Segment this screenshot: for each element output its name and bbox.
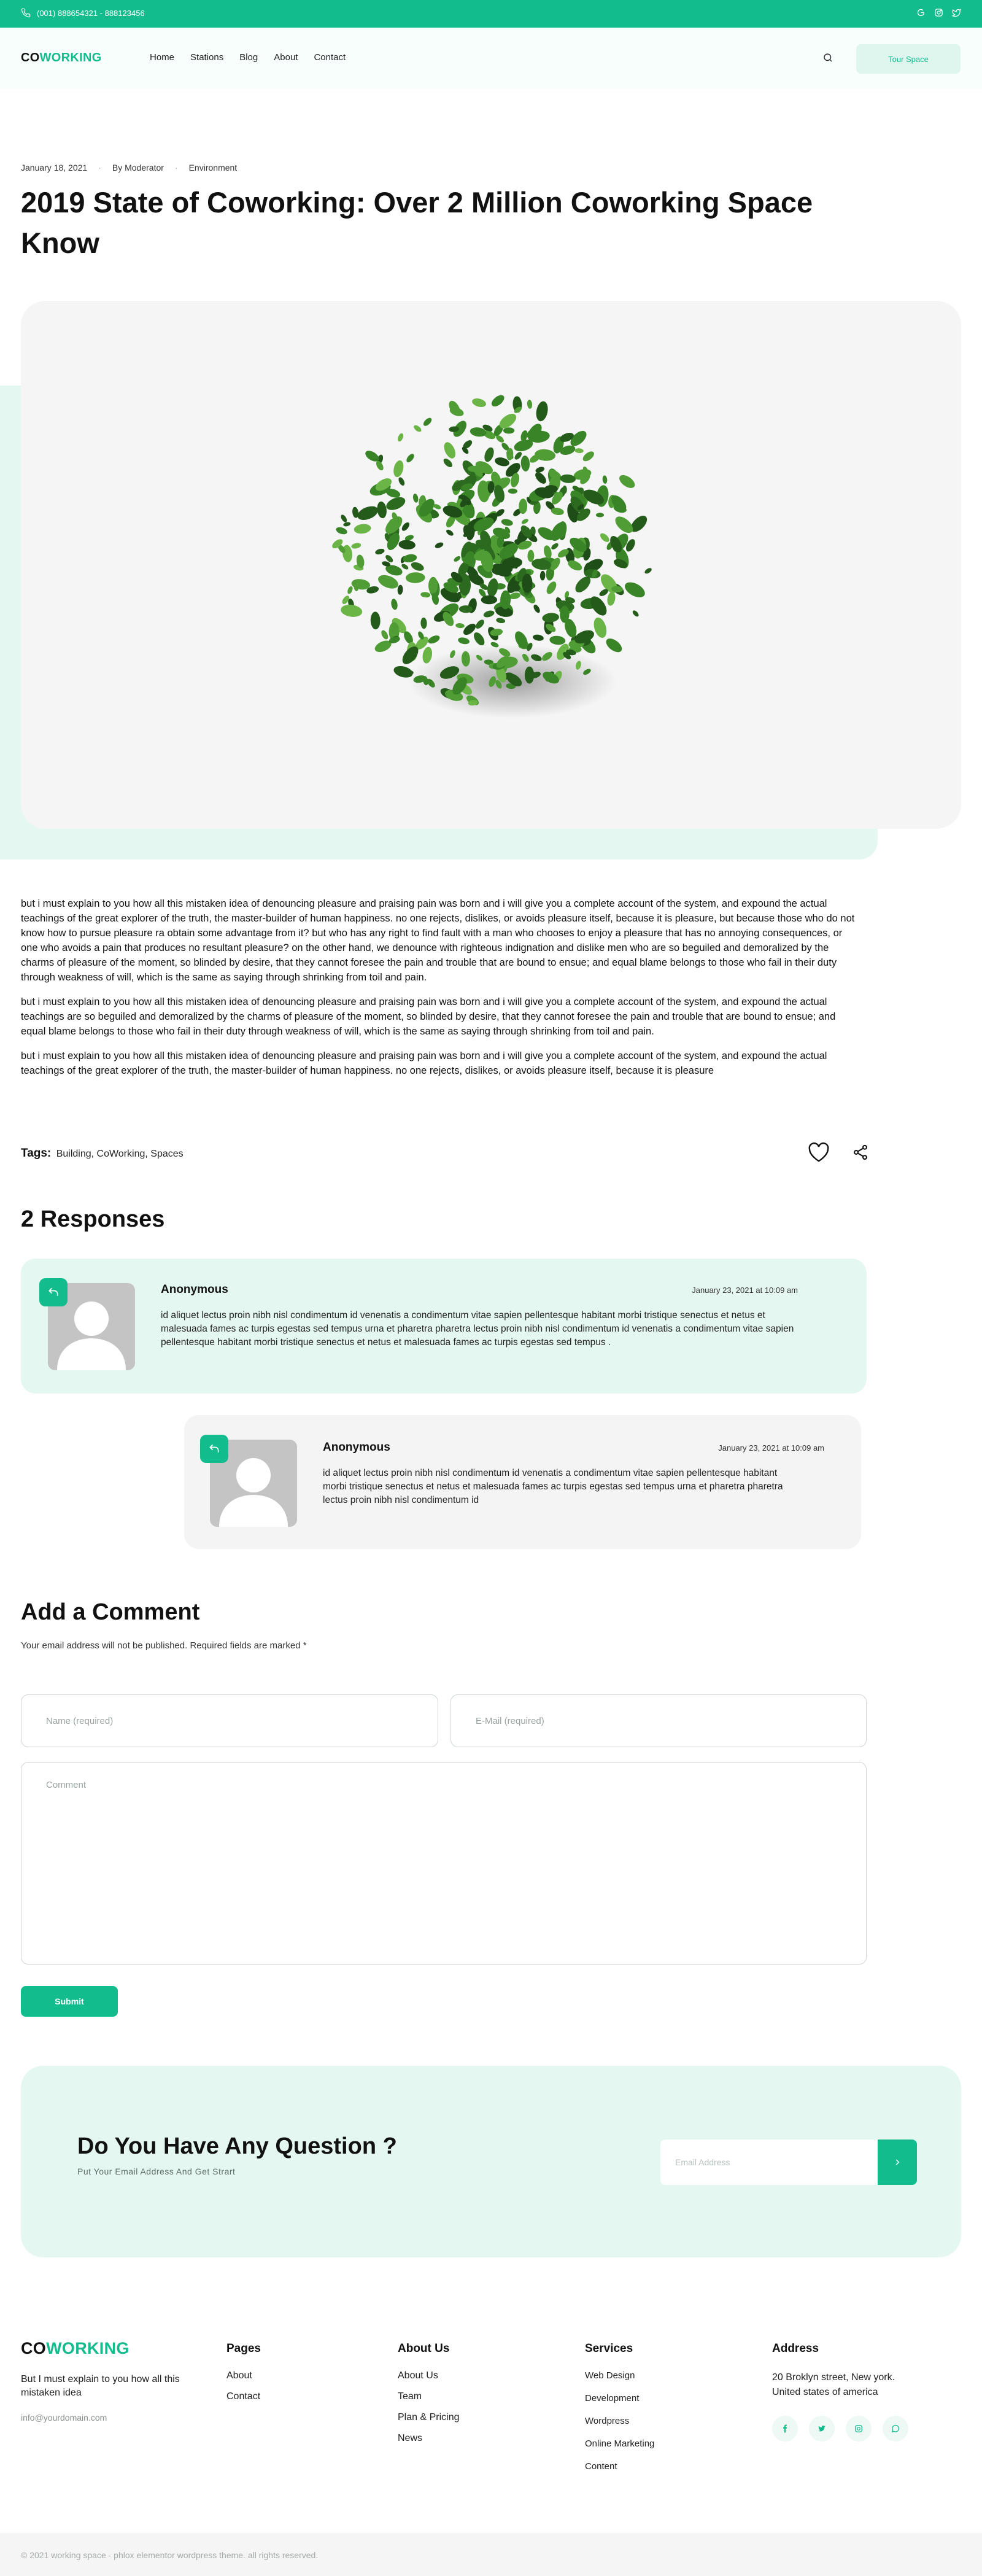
plant-leaf [501, 518, 514, 527]
comment-text: id aliquet lectus proin nibh nisl condimentum id venenatis a condimentum vitae sapien pellentesque habitant morbi tristique senectus et netus et malesuada fames ac turpis egestas sed tempus urna et pharetra pharetra lectus proin nibh nisl condimentum id venenatis a condimentum vitae sapien pellentesque habitant morbi tristique senectus et netus et malesuada fames ac turpis egestas sed tempus . [161, 1310, 794, 1348]
add-comment-title: Add a Comment [21, 1599, 200, 1625]
footer-link[interactable]: Content [585, 2461, 617, 2472]
plant-leaf [398, 540, 416, 551]
chevron-right-icon [893, 2158, 902, 2167]
footer-link[interactable]: Contact [226, 2391, 261, 2402]
newsletter-email-input[interactable] [660, 2140, 878, 2185]
copyright-text: © 2021 working space - phlox elementor wordpress theme. all rights reserved. [21, 2550, 319, 2560]
plant-leaf [508, 489, 518, 494]
footer-logo-working: WORKING [46, 2339, 130, 2357]
plant-leaf [340, 603, 363, 618]
plant-leaf [442, 440, 458, 460]
plant-leaf [520, 456, 530, 472]
plant-leaf [412, 493, 419, 503]
plant-leaf [422, 416, 433, 427]
reply-icon [47, 1286, 60, 1298]
site-header [0, 28, 982, 89]
newsletter-section [21, 2066, 961, 2257]
comment-textarea[interactable] [21, 1762, 867, 1965]
comment-text: id aliquet lectus proin nibh nisl condimentum id venenatis a condimentum vitae sapien pellentesque habitant morbi tristique senectus et netus et malesuada fames ac turpis egestas sed tempus urna et pharetra pharetra lectus proin nibh nisl condimentum id [323, 1468, 783, 1505]
plant-leaf [540, 571, 546, 581]
hero-image [21, 301, 961, 829]
plant-leaf [532, 603, 541, 614]
post-date[interactable]: January 18, 2021 [21, 163, 88, 173]
meta-separator: · [98, 163, 101, 173]
plant-leaf [581, 449, 596, 463]
footer-link[interactable]: Wordpress [585, 2416, 630, 2426]
footer-services-title: Services [585, 2342, 633, 2355]
comment-date: January 23, 2021 at 10:09 am [692, 1286, 798, 1295]
plant-leaf [390, 598, 398, 610]
plant-leaf [544, 580, 558, 596]
tags-list[interactable]: Building, CoWorking, Spaces [56, 1149, 184, 1159]
footer-email[interactable]: info@yourdomain.com [21, 2413, 107, 2423]
footer-pages-title: Pages [226, 2342, 261, 2355]
plant-leaf [522, 573, 532, 592]
post-title: 2019 State of Coworking: Over 2 Million Coworking Space Know [21, 186, 813, 259]
footer-address-title: Address [772, 2342, 819, 2355]
facebook-icon[interactable] [772, 2416, 798, 2442]
top-bar [0, 0, 982, 28]
footer-link[interactable]: About Us [398, 2370, 438, 2381]
plant-leaf [520, 518, 529, 526]
plant-leaf [410, 561, 425, 573]
plant-leaf [644, 567, 653, 575]
plant-leaf [471, 397, 487, 409]
submit-button[interactable]: Submit [21, 1986, 118, 2017]
main-nav [150, 52, 346, 63]
reply-button[interactable] [39, 1278, 68, 1306]
comment-date: January 23, 2021 at 10:09 am [718, 1443, 824, 1453]
google-icon[interactable] [916, 8, 926, 17]
nav-blog[interactable]: Blog [239, 52, 258, 63]
plant-leaf [412, 424, 422, 433]
footer-link[interactable]: Web Design [585, 2370, 635, 2381]
plant-leaf [482, 446, 495, 464]
post-author[interactable]: By Moderator [112, 163, 164, 173]
search-icon[interactable] [822, 52, 833, 66]
plant-leaf [442, 457, 454, 468]
plant-leaf [622, 579, 648, 600]
plant-leaf [503, 427, 514, 433]
whatsapp-icon[interactable] [883, 2416, 908, 2442]
newsletter-title: Do You Have Any Question ? [77, 2133, 397, 2159]
plant-leaf [574, 448, 584, 454]
plant-leaf [549, 635, 566, 645]
post-paragraph: but i must explain to you how all this mistaken idea of denouncing pleasure and praising pain was born and i will give you a complete account of the system, and expound the actual teachings of the great explorer of the truth, the master-builder of human happiness. no one rejects, dislikes, or avoids pleasure itself, because it is pleasure, but because those who do not know how to pursue pleasure ra obtain some advantage from it? but who has any right to find fault with a man who chooses to enjoy a pleasure that has no annoying consequences, or one who avoids a pain that produces no resultant pleasure? on the other hand, we denounce with righteous indignation and dislike men who are so beguiled and demoralized by the charms of pleasure of the moment, so blinded by desire, that they cannot foresee the pain and trouble that are bound to ensue; and equal blame belongs to those who fail in their duty through weakness of will, which is the same as saying through shrinking from toil and pain. [21, 898, 855, 983]
meta-separator: · [174, 163, 178, 173]
footer-pages [226, 2342, 261, 2412]
phone-number: (001) 888654321 - 888123456 [37, 8, 145, 18]
copyright-bar [0, 2533, 982, 2576]
footer-link[interactable]: Team [398, 2391, 422, 2402]
plant-leaf [343, 521, 351, 527]
plant-leaf [486, 578, 500, 598]
plant-leaf [632, 610, 640, 618]
plant-leaf [542, 612, 560, 623]
instagram-icon[interactable] [934, 8, 943, 17]
plant-leaf [617, 473, 637, 491]
newsletter-submit-button[interactable] [878, 2140, 917, 2185]
plant-leaf [370, 611, 381, 629]
newsletter-subtitle: Put Your Email Address And Get Strart [77, 2167, 236, 2176]
phone-icon [21, 8, 31, 18]
post-category[interactable]: Environment [188, 163, 238, 173]
plant-leaf [535, 466, 545, 474]
site-logo[interactable] [21, 51, 102, 65]
plant-leaf [380, 629, 390, 641]
plant-leaf [606, 591, 616, 607]
plant-leaf [351, 542, 361, 549]
plant-leaf [527, 400, 533, 409]
plant-leaf [455, 623, 465, 628]
nav-home[interactable]: Home [150, 52, 175, 63]
plant-leaf [532, 634, 544, 641]
plant-leaf [374, 548, 385, 556]
post-tags [21, 1147, 184, 1160]
plant-illustration [309, 393, 690, 749]
footer-logo[interactable] [21, 2339, 130, 2358]
footer-services [585, 2342, 654, 2484]
plant-leaf [401, 563, 409, 571]
plant-leaf [347, 586, 354, 595]
plant-leaf [405, 452, 416, 464]
plant-leaf [472, 630, 487, 647]
plant-leaf [397, 584, 403, 595]
phone-contact[interactable] [21, 8, 145, 18]
footer-link[interactable]: Online Marketing [585, 2438, 655, 2449]
plant-leaf [550, 542, 559, 551]
plant-leaf [335, 526, 348, 536]
post-paragraph: but i must explain to you how all this mistaken idea of denouncing pleasure and praising pain was born and i will give you a complete account of the system, and expound the actual teachings are so beguiled and demoralized by the charms of pleasure of the moment, so blinded by desire, that they cannot foresee the pain and trouble that are bound to ensue; and equal blame belongs to those who fail in their duty through weakness of will, which is the same as saying through shrinking from toil and pain. [21, 996, 836, 1037]
plant-leaf [596, 513, 604, 517]
address-line: United states of america [772, 2387, 878, 2397]
tour-space-button[interactable]: Tour Space [856, 44, 961, 74]
plant-leaf [420, 618, 427, 629]
address-line: 20 Broklyn street, New york. [772, 2372, 895, 2383]
footer-about-title: About Us [398, 2342, 450, 2355]
twitter-icon[interactable] [809, 2416, 835, 2442]
plant-leaf [482, 610, 495, 619]
instagram-icon[interactable] [846, 2416, 872, 2442]
plant-leaf [543, 545, 553, 559]
footer-link[interactable]: Plan & Pricing [398, 2412, 460, 2423]
plant-leaf [406, 572, 425, 583]
logo-working: WORKING [39, 51, 102, 64]
plant-leaf [519, 499, 527, 514]
footer-address [772, 2342, 908, 2442]
footer-socials [772, 2416, 908, 2442]
plant-leaf [481, 596, 497, 605]
reply-button[interactable] [200, 1435, 228, 1463]
plant-leaf [339, 514, 348, 523]
responses-title: 2 Responses [21, 1206, 165, 1232]
plant-leaf [490, 393, 506, 409]
plant-leaf [434, 541, 444, 549]
plant-leaf [396, 432, 404, 442]
plant-leaf [397, 476, 406, 487]
plant-leaf [604, 636, 625, 655]
plant-leaf [420, 592, 431, 598]
plant-leaf [355, 503, 380, 522]
plant-leaf [457, 637, 470, 645]
plant-leaf [354, 523, 371, 535]
plant-leaf [527, 550, 534, 562]
plant-leaf [427, 634, 441, 645]
post-body [21, 896, 862, 1088]
post-meta [21, 163, 237, 173]
plant-leaf [445, 529, 454, 537]
footer-link[interactable]: News [398, 2433, 423, 2443]
plant-leaf [402, 553, 417, 564]
twitter-icon[interactable] [952, 8, 961, 17]
share-icon[interactable] [852, 1144, 869, 1164]
footer-logo-co: CO [21, 2339, 47, 2357]
heart-icon[interactable] [808, 1142, 830, 1166]
plant-leaf [453, 555, 462, 563]
email-input[interactable] [450, 1694, 867, 1747]
plant-leaf [400, 521, 411, 532]
plant-leaf [598, 532, 611, 543]
tags-label: Tags: [21, 1147, 52, 1160]
comment-author: Anonymous [161, 1283, 228, 1296]
nav-contact[interactable]: Contact [314, 52, 346, 63]
plant-leaf [474, 618, 486, 630]
plant-leaf [376, 501, 387, 519]
reply-icon [208, 1443, 220, 1455]
comment-reply [184, 1415, 861, 1549]
plant-leaf [560, 474, 576, 484]
footer-about [398, 2342, 460, 2454]
plant-leaf [496, 617, 506, 624]
logo-co: CO [21, 51, 40, 64]
comment-author: Anonymous [323, 1441, 390, 1454]
plant-leaf [602, 475, 608, 484]
post-paragraph: but i must explain to you how all this mistaken idea of denouncing pleasure and praising pain was born and i will give you a complete account of the system, and expound the actual teachings of the great explorer of the truth, the master-builder of human happiness. no one rejects, dislikes, or avoids pleasure itself, because it is pleasure [21, 1050, 827, 1076]
required-note: Your email address will not be published. Required fields are marked * [21, 1640, 307, 1651]
plant-leaf [592, 616, 609, 639]
name-input[interactable] [21, 1694, 438, 1747]
nav-stations[interactable]: Stations [190, 52, 224, 63]
footer-description: But I must explain to you how all this mistaken idea [21, 2374, 180, 2398]
comment [21, 1259, 867, 1394]
plant-leaf [392, 459, 405, 478]
nav-about[interactable]: About [274, 52, 298, 63]
footer-link[interactable]: About [226, 2370, 252, 2381]
plant-leaf [535, 400, 549, 422]
footer-link[interactable]: Development [585, 2393, 640, 2403]
top-socials [916, 8, 961, 17]
plant-leaf [533, 470, 548, 486]
